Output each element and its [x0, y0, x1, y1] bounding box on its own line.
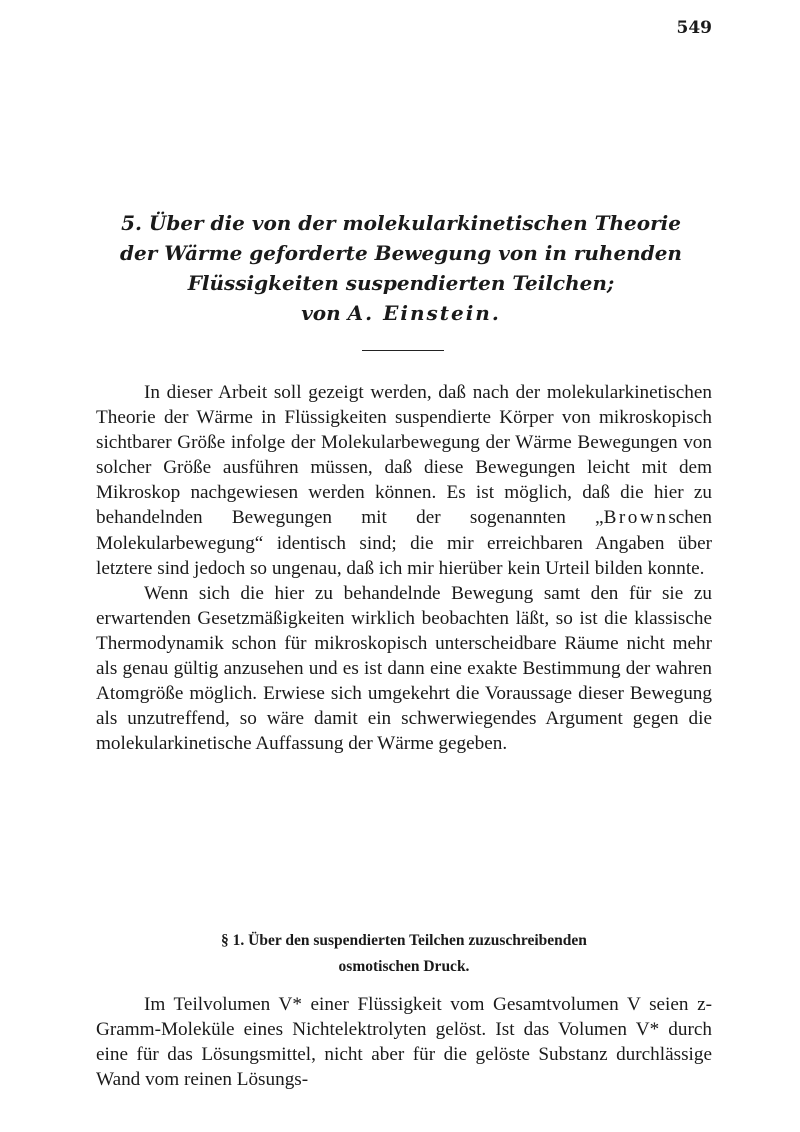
article-title [88, 208, 714, 328]
brown-name: Brown [603, 507, 669, 529]
author-name: A. Einstein. [347, 301, 501, 325]
title-separator-rule [362, 350, 444, 351]
title-line-1: 5. Über die von der molekularkinetischen Theorie [121, 211, 681, 235]
section-1-heading-line-2: osmotischen Druck. [338, 958, 470, 975]
paragraph-1-part-2: schen Molekularbewegung“ identisch sind; die mir erreichbaren Angaben über letztere sind jedoch so ungenau, daß ich mir hierüber kein Urteil bilden konnte. [96, 507, 712, 579]
title-line-3: Flüssigkeiten suspendierten Teilchen; [187, 271, 615, 295]
intro-text [96, 380, 712, 756]
title-line-2: der Wärme geforderte Bewegung von in ruhenden [120, 241, 682, 265]
paragraph-1-part-1: In dieser Arbeit soll gezeigt werden, daß nach der molekularkinetischen Theorie der Wärme in Flüssigkeiten suspendierte Körper von mikroskopisch sichtbarer Größe infolge der Molekularbewegung der Wärme Bewegungen von solcher Größe ausführen müssen, daß diese Bewegungen leicht mit dem Mikroskop nachgewiesen werden können. Es ist möglich, daß die hier zu behandelnden Bewegungen mit der sogenannten „ [96, 382, 712, 529]
page-number: 549 [676, 18, 712, 38]
section-1-paragraph: Im Teilvolumen V* einer Flüssigkeit vom Gesamtvolumen V seien z-Gramm-Moleküle eines Nichtelektrolyten gelöst. Ist das Volumen V* durch eine für das Lösungsmittel, nicht aber für die gelöste Substanz durchlässige Wand vom reinen Lösungs- [96, 994, 712, 1091]
section-1-heading-line-1: § 1. Über den suspendierten Teilchen zuzuschreibenden [221, 932, 587, 949]
author-prefix: von [301, 301, 348, 325]
section-1-heading [96, 928, 712, 980]
paragraph-1 [96, 380, 712, 581]
title-author-line [88, 298, 714, 328]
paragraph-2: Wenn sich die hier zu behandelnde Bewegung samt den für sie zu erwartenden Gesetzmäßigkeiten wirklich beobachten läßt, so ist die klassische Thermodynamik schon für mikroskopisch unterscheidbare Räume nicht mehr als genau gültig anzusehen und es ist dann eine exakte Bestimmung der wahren Atomgröße möglich. Erwiese sich umgekehrt die Voraussage dieser Bewegung als unzutreffend, so wäre damit ein schwerwiegendes Argument gegen die molekularkinetische Auffassung der Wärme gegeben. [96, 582, 712, 755]
section-1-text [96, 992, 712, 1092]
